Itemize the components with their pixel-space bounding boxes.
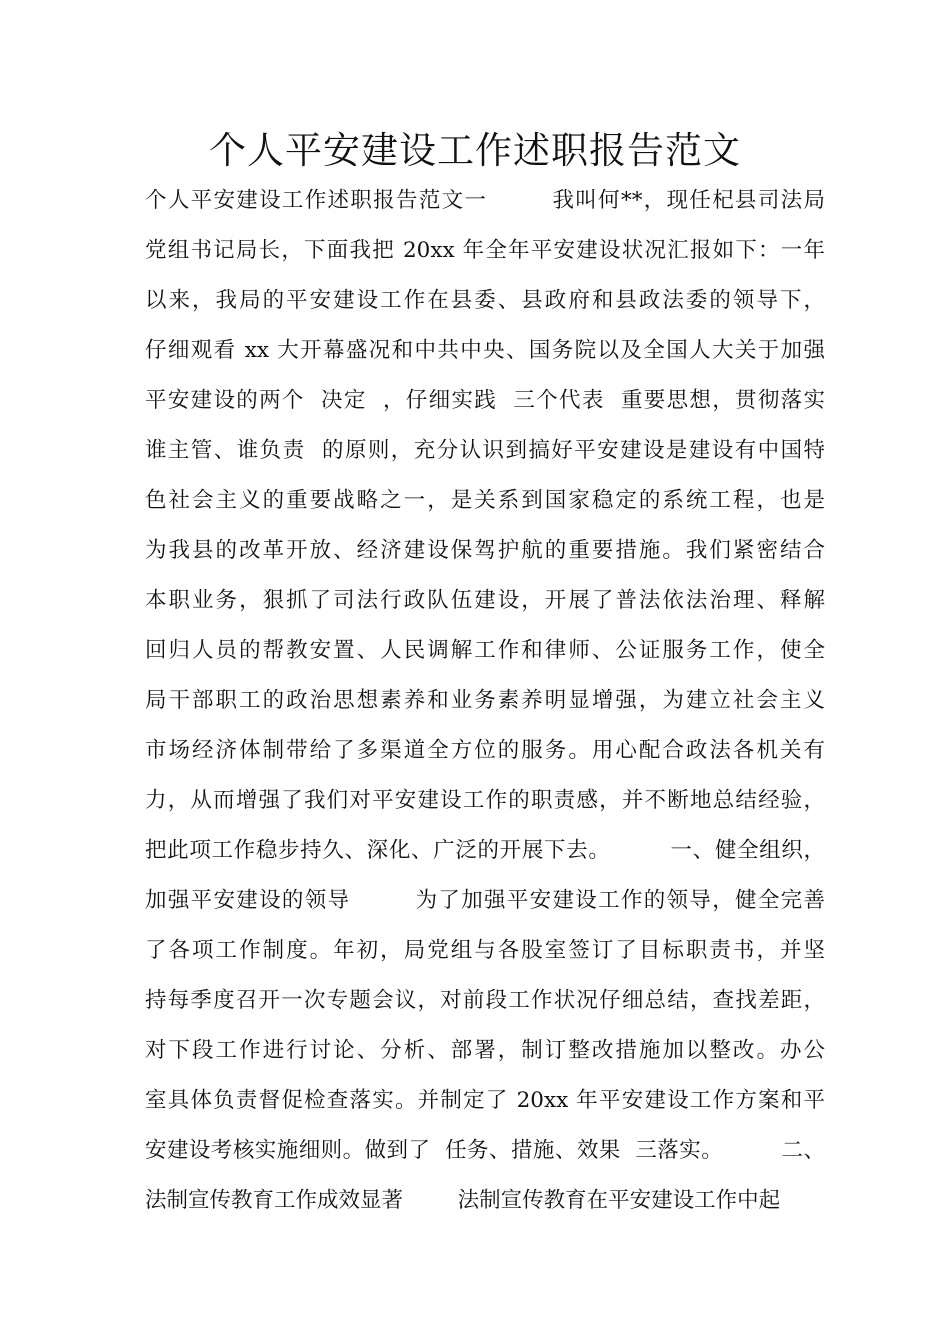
body-line: 局干部职工的政治思想素养和业务素养明显增强，为建立社会主义 — [145, 688, 825, 713]
document-body — [145, 176, 825, 1226]
body-line: 了各项工作制度。年初，局党组与各股室签订了目标职责书，并坚 — [145, 938, 825, 963]
body-line: 持每季度召开一次专题会议，对前段工作状况仔细总结，查找差距， — [145, 988, 825, 1013]
body-line: 安建设考核实施细则。做到了 任务、措施、效果 三落实。 二、 — [145, 1138, 825, 1163]
body-line: 法制宣传教育工作成效显著 法制宣传教育在平安建设工作中起 — [145, 1188, 781, 1213]
body-line: 室具体负责督促检查落实。并制定了 20xx 年平安建设工作方案和平 — [145, 1088, 825, 1113]
body-line: 回归人员的帮教安置、人民调解工作和律师、公证服务工作，使全 — [145, 638, 825, 663]
body-line: 把此项工作稳步持久、深化、广泛的开展下去。 一、健全组织， — [145, 838, 825, 863]
body-line: 谁主管、谁负责 的原则，充分认识到搞好平安建设是建设有中国特 — [145, 438, 825, 463]
document-title: 个人平安建设工作述职报告范文 — [209, 129, 741, 172]
body-line: 加强平安建设的领导 为了加强平安建设工作的领导，健全完善 — [145, 888, 825, 913]
body-line: 色社会主义的重要战略之一，是关系到国家稳定的系统工程，也是 — [145, 488, 825, 513]
body-line: 平安建设的两个 决定 ，仔细实践 三个代表 重要思想，贯彻落实 — [145, 388, 825, 413]
body-line: 党组书记局长，下面我把 20xx 年全年平安建设状况汇报如下：一年 — [145, 238, 825, 263]
body-line: 本职业务，狠抓了司法行政队伍建设，开展了普法依法治理、释解 — [145, 588, 825, 613]
body-line: 为我县的改革开放、经济建设保驾护航的重要措施。我们紧密结合 — [145, 538, 825, 563]
body-line: 以来，我局的平安建设工作在县委、县政府和县政法委的领导下， — [145, 288, 825, 313]
body-line: 对下段工作进行讨论、分析、部署，制订整改措施加以整改。办公 — [145, 1038, 825, 1063]
body-line: 力，从而增强了我们对平安建设工作的职责感，并不断地总结经验， — [145, 788, 825, 813]
body-line: 仔细观看 xx 大开幕盛况和中共中央、国务院以及全国人大关于加强 — [145, 338, 825, 363]
body-line: 个人平安建设工作述职报告范文一 我叫何**，现任杞县司法局 — [145, 188, 825, 213]
body-line: 市场经济体制带给了多渠道全方位的服务。用心配合政法各机关有 — [145, 738, 825, 763]
